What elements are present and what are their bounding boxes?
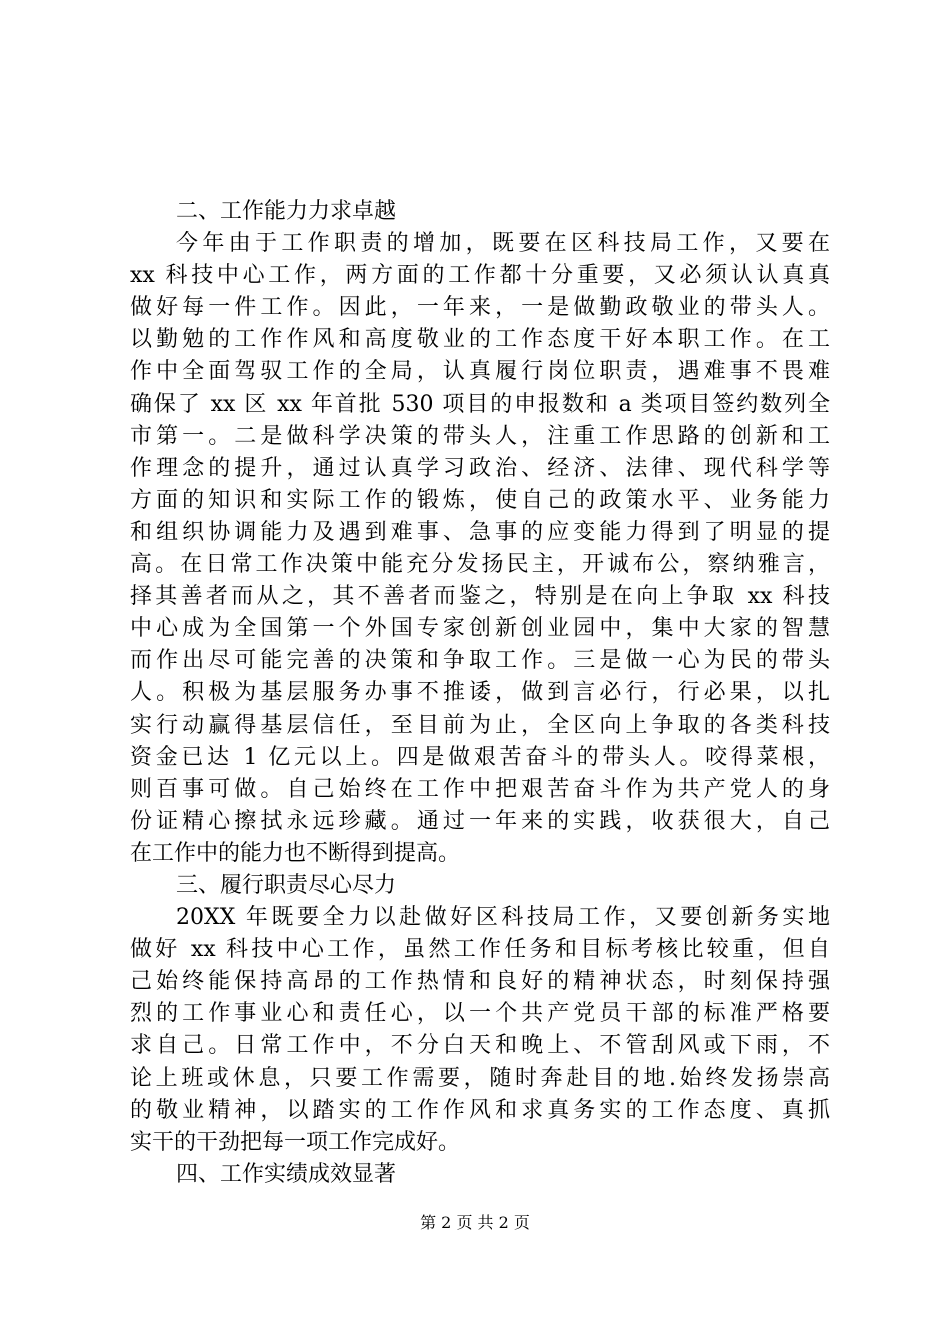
paragraph-line: 人。积极为基层服务办事不推诿，做到言必行，行必果，以扎 (130, 680, 830, 706)
paragraph-line: 做好 xx 科技中心工作，虽然工作任务和目标考核比较重，但自 (130, 937, 830, 963)
paragraph-line: 则百事可做。自己始终在工作中把艰苦奋斗作为共产党人的身 (130, 776, 830, 802)
section-2-paragraph (130, 228, 830, 870)
paragraph-line: 中心成为全国第一个外国专家创新创业园中，集中大家的智慧 (130, 616, 830, 642)
section-heading-2: 二、工作能力力求卓越 (176, 199, 397, 224)
document-body (130, 196, 830, 1191)
paragraph-line: 作中全面驾驭工作的全局，认真履行岗位职责，遇难事不畏难 (130, 359, 830, 385)
paragraph-line: 以勤勉的工作作风和高度敬业的工作态度干好本职工作。在工 (130, 327, 830, 353)
paragraph-line: 方面的知识和实际工作的锻炼，使自己的政策水平、业务能力 (130, 487, 830, 513)
paragraph-line: 份证精心擦拭永远珍藏。通过一年来的实践，收获很大，自己 (130, 808, 830, 834)
paragraph-line: xx 科技中心工作，两方面的工作都十分重要，又必须认认真真 (130, 263, 830, 289)
paragraph-line: 实干的干劲把每一项工作完成好。 (130, 1129, 461, 1155)
paragraph-line: 确保了 xx 区 xx 年首批 530 项目的申报数和 a 类项目签约数列全 (130, 391, 830, 417)
paragraph-line: 市第一。二是做科学决策的带头人，注重工作思路的创新和工 (130, 423, 830, 449)
paragraph-line: 己始终能保持高昂的工作热情和良好的精神状态，时刻保持强 (130, 969, 830, 995)
paragraph-line: 作理念的提升，通过认真学习政治、经济、法律、现代科学等 (130, 455, 830, 481)
paragraph-line: 求自己。日常工作中，不分白天和晚上、不管刮风或下雨，不 (130, 1033, 830, 1059)
paragraph-line: 论上班或休息，只要工作需要，随时奔赴目的地.始终发扬崇高 (130, 1065, 830, 1091)
section-heading-4: 四、工作实绩成效显著 (176, 1161, 397, 1187)
page-footer: 第 2 页 共 2 页 (420, 1213, 530, 1232)
paragraph-line: 而作出尽可能完善的决策和争取工作。三是做一心为民的带头 (130, 648, 830, 674)
paragraph-line: 的敬业精神，以踏实的工作作风和求真务实的工作态度、真抓 (130, 1097, 830, 1123)
paragraph-line: 择其善者而从之，其不善者而鉴之，特别是在向上争取 xx 科技 (130, 584, 830, 610)
section-heading-3: 三、履行职责尽心尽力 (176, 872, 397, 898)
paragraph-line: 烈的工作事业心和责任心，以一个共产党员干部的标准严格要 (130, 1001, 830, 1027)
paragraph-line: 高。在日常工作决策中能充分发扬民主，开诚布公，察纳雅言， (130, 552, 830, 578)
paragraph-line: 和组织协调能力及遇到难事、急事的应变能力得到了明显的提 (130, 519, 830, 545)
paragraph-line: 今年由于工作职责的增加，既要在区科技局工作，又要在 (176, 231, 830, 257)
paragraph-line: 做好每一件工作。因此，一年来，一是做勤政敬业的带头人。 (130, 295, 830, 321)
paragraph-line: 实行动赢得基层信任，至目前为止，全区向上争取的各类科技 (130, 712, 830, 738)
paragraph-line: 资金已达 1 亿元以上。四是做艰苦奋斗的带头人。咬得菜根， (130, 744, 830, 770)
paragraph-line: 20XX 年既要全力以赴做好区科技局工作，又要创新务实地 (176, 905, 830, 931)
paragraph-line: 在工作中的能力也不断得到提高。 (130, 840, 461, 866)
section-3-paragraph (130, 902, 830, 1159)
